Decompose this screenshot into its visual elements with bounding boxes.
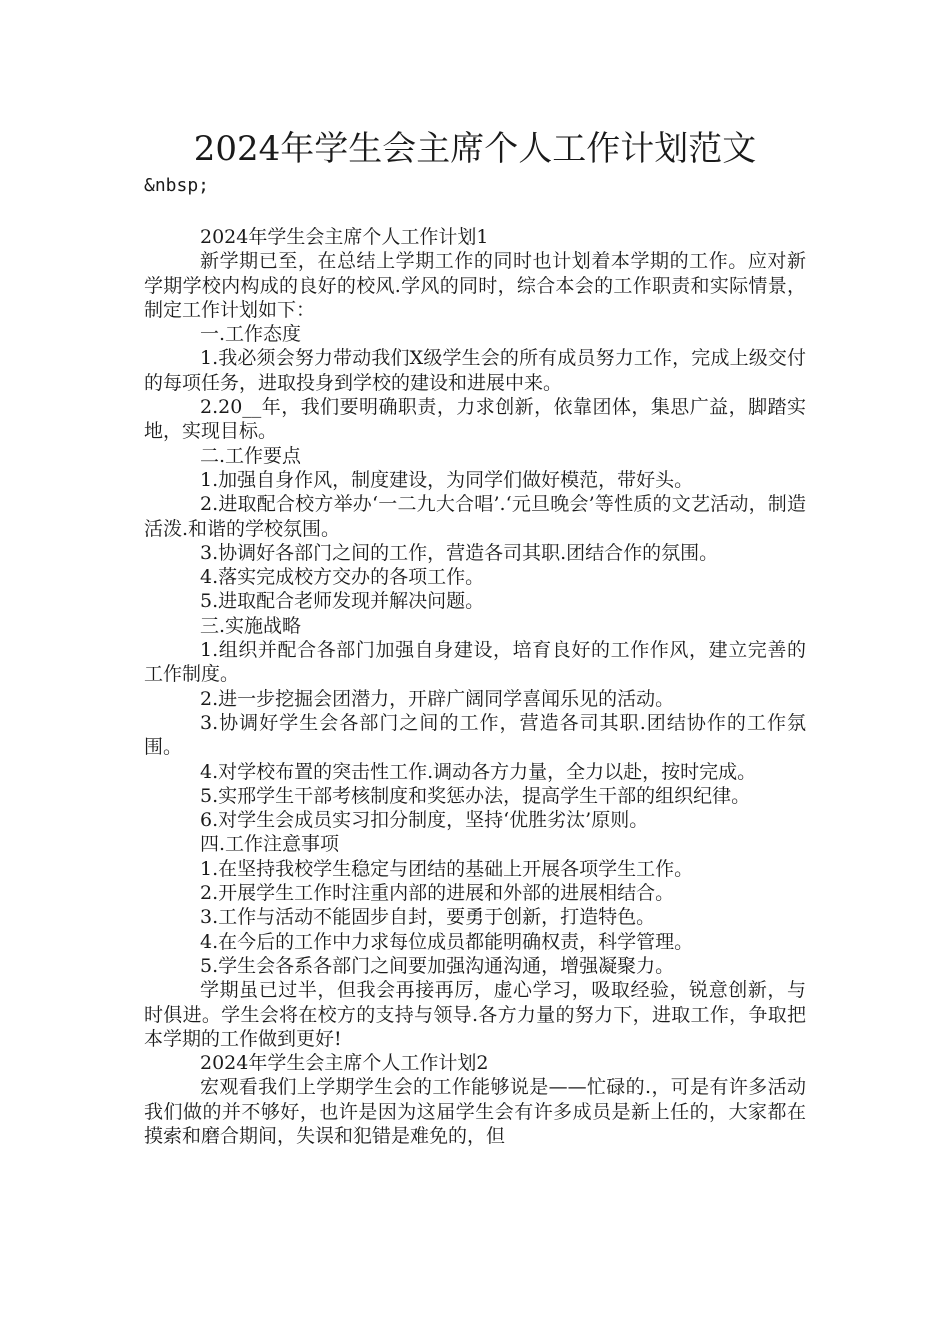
- list-item: 5.学生会各系各部门之间要加强沟通沟通，增强凝聚力。: [200, 954, 675, 977]
- list-item: 1.加强自身作风，制度建设，为同学们做好模范，带好头。: [200, 468, 694, 491]
- section-heading-plan-2: 2024年学生会主席个人工作计划2: [200, 1052, 489, 1075]
- list-item: 1.组织并配合各部门加强自身建设，培育良好的工作作风，建立完善的工作制度。: [144, 639, 806, 686]
- list-item: 3.工作与活动不能固步自封，要勇于创新，打造特色。: [200, 906, 656, 929]
- list-item: 5.实邢学生干部考核制度和奖惩办法，提高学生干部的组织纪律。: [200, 784, 751, 807]
- list-item: 1.在坚持我校学生稳定与团结的基础上开展各项学生工作。: [200, 857, 694, 880]
- document-body: [144, 225, 806, 1148]
- list-item: 4.在今后的工作中力求每位成员都能明确权责，科学管理。: [200, 930, 694, 953]
- list-item: 2.开展学生工作时注重内部的进展和外部的进展相结合。: [200, 882, 675, 905]
- list-item: 3.协调好学生会各部门之间的工作，营造各司其职.团结协作的工作氛围。: [144, 711, 806, 759]
- list-item: 2.进取配合校方举办‘一二九大合唱’.‘元旦晚会’等性质的文艺活动，制造活泼.和谐的学校氛围。: [144, 493, 806, 540]
- list-item: 6.对学生会成员实习扣分制度，坚持‘优胜劣汰’原则。: [200, 809, 649, 832]
- list-item: 3.协调好各部门之间的工作，营造各司其职.团结合作的氛围。: [200, 541, 719, 564]
- closing-paragraph: 学期虽已过半，但我会再接再厉，虚心学习，吸取经验，锐意创新，与时俱进。学生会将在校方的支持与领导.各方力量的努力下，进取工作，争取把本学期的工作做到更好!: [144, 979, 806, 1050]
- subheading-work-attitude: 一.工作态度: [200, 323, 302, 346]
- subheading-strategy: 三.实施战略: [200, 614, 302, 637]
- section-heading-plan-1: 2024年学生会主席个人工作计划1: [200, 226, 489, 248]
- subheading-work-points: 二.工作要点: [200, 444, 302, 467]
- document-title: 2024年学生会主席个人工作计划范文: [193, 129, 757, 169]
- list-item: 1.我必须会努力带动我们X级学生会的所有成员努力工作，完成上级交付的每项任务，进取投身到学校的建设和进展中来。: [144, 347, 806, 394]
- list-item: 5.进取配合老师发现并解决问题。: [200, 590, 485, 613]
- list-item: 4.落实完成校方交办的各项工作。: [200, 566, 485, 589]
- list-item: 4.对学校布置的突击性工作.调动各方力量，全力以赴，按时完成。: [200, 760, 757, 783]
- list-item: 2.进一步挖掘会团潜力，开辟广阔同学喜闻乐见的活动。: [200, 687, 675, 710]
- plan-2-paragraph: 宏观看我们上学期学生会的工作能够说是——忙碌的.，可是有许多活动我们做的并不够好，也许是因为这届学生会有许多成员是新上任的，大家都在摸索和磨合期间，失误和犯错是难免的，但: [144, 1076, 806, 1147]
- intro-paragraph: 新学期已至，在总结上学期工作的同时也计划着本学期的工作。应对新学期学校内构成的良好的校风.学风的同时，综合本会的工作职责和实际情景，制定工作计划如下：: [144, 250, 806, 321]
- list-item: 2.20__年，我们要明确职责，力求创新，依靠团体，集思广益，脚踏实地，实现目标。: [144, 396, 806, 443]
- nbsp-entity-text: &nbsp;: [144, 175, 210, 196]
- subheading-notes: 四.工作注意事项: [200, 833, 340, 856]
